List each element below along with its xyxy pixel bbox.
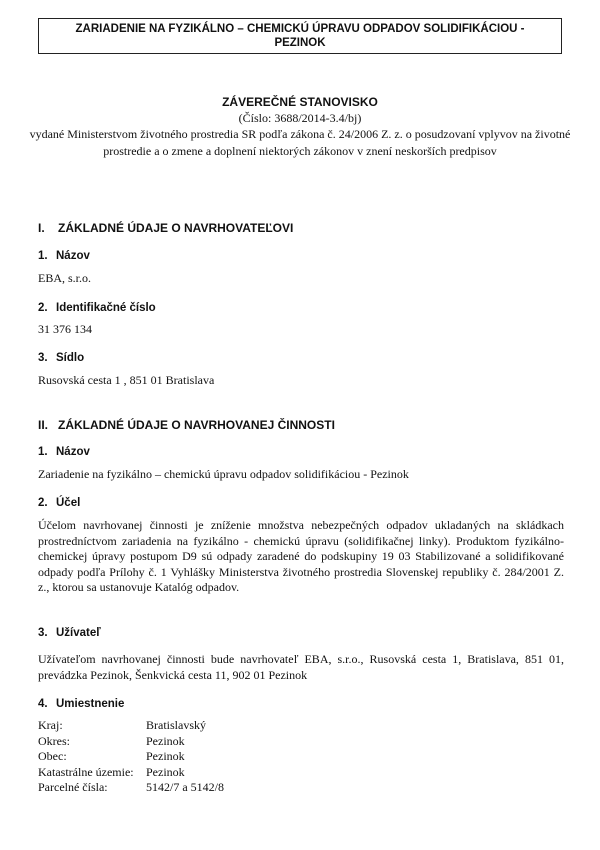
location-row-parcelne-cisla [38, 780, 224, 796]
location-value: Pezinok [146, 733, 185, 748]
document-number: (Číslo: 3688/2014-3.4/bj) [238, 111, 362, 125]
header-line-1: ZARIADENIE NA FYZIKÁLNO – CHEMICKÚ ÚPRAVU ODPADOV SOLIDIFIKÁCIOU - [75, 23, 525, 35]
location-label: Parcelné čísla: [38, 780, 108, 794]
item-number: 4. [38, 698, 48, 710]
item-number: 3. [38, 627, 48, 639]
item-umiestnenie-heading [38, 698, 124, 710]
location-value: Bratislavský [146, 718, 206, 732]
item-activity-nazov-heading [38, 446, 90, 458]
activity-user-value: Užívateľom navrhovanej činnosti bude navrhovateľ EBA, s.r.o., Rusovská cesta 1, Bratislava, 851 01, prevádzka Pezinok, Šenkvická cesta 11, 902 01 Pezinok [38, 652, 564, 682]
item-label: Umiestnenie [56, 698, 125, 710]
section-2-number: II. [38, 418, 49, 432]
item-nazov-heading [38, 250, 90, 262]
location-value: Pezinok [146, 764, 185, 779]
location-row-obec [38, 749, 224, 765]
item-number: 1. [38, 446, 48, 458]
item-number: 2. [38, 497, 48, 509]
item-ucel-heading [38, 497, 80, 509]
item-sidlo-heading [38, 352, 84, 364]
item-label: Názov [56, 446, 90, 458]
location-row-kraj [38, 718, 224, 734]
item-uzivatel-heading [38, 627, 101, 639]
location-label: Okres: [38, 733, 70, 748]
activity-name-value: Zariadenie na fyzikálno – chemickú úpravu odpadov solidifikáciou - Pezinok [38, 467, 409, 481]
applicant-address-value: Rusovská cesta 1 , 851 01 Bratislava [38, 373, 215, 387]
item-identifikacne-cislo-heading [38, 302, 156, 314]
location-value: Pezinok [146, 749, 185, 763]
section-1-title: ZÁKLADNÉ ÚDAJE O NAVRHOVATEĽOVI [58, 221, 294, 235]
document-title: ZÁVEREČNÉ STANOVISKO [222, 95, 378, 109]
document-header-box [38, 18, 562, 54]
item-label: Účel [56, 497, 81, 509]
item-label: Sídlo [56, 352, 85, 364]
applicant-id-value: 31 376 134 [38, 322, 92, 336]
location-row-katastralne-uzemie [38, 765, 224, 781]
location-table [38, 718, 224, 796]
document-subtitle: vydané Ministerstvom životného prostredia SR podľa zákona č. 24/2006 Z. z. o posudzovaní vplyvov na životné prostredie a o zmene a doplnení niektorých zákonov v znení neskorších predpisov [29, 127, 571, 158]
applicant-name-value: EBA, s.r.o. [38, 271, 92, 285]
location-label: Obec: [38, 749, 67, 763]
header-line-2: PEZINOK [274, 37, 326, 49]
item-label: Názov [56, 250, 90, 262]
location-label: Kraj: [38, 718, 63, 732]
document-header-title [76, 22, 525, 50]
location-row-okres [38, 734, 224, 750]
title-block [20, 94, 580, 160]
item-number: 1. [38, 250, 48, 262]
item-number: 2. [38, 302, 48, 314]
location-label: Katastrálne územie: [38, 764, 134, 779]
section-1-number: I. [38, 221, 45, 235]
item-number: 3. [38, 352, 48, 364]
section-1-heading [38, 221, 293, 235]
item-label: Užívateľ [56, 627, 101, 639]
location-value: 5142/7 a 5142/8 [146, 780, 224, 794]
section-2-heading [38, 418, 335, 432]
activity-purpose-value: Účelom navrhovanej činnosti je zníženie množstva nebezpečných odpadov ukladaných na skládkach prostredníctvom zariadenia na fyzikálno - chemickú úpravu (solidifikačnej linky). Produktom fyzikálno-chemickej úpravy postupom D9 sú odpady zaradené do podskupiny 19 03 Stabilizované a solidifikované odpady podľa Prílohy č. 1 Vyhlášky Ministerstva životného prostredia Slovenskej republiky č. 284/2001 Z. z., ktorou sa ustanovuje Katalóg odpadov. [38, 518, 564, 594]
item-label: Identifikačné číslo [56, 302, 156, 314]
section-2-title: ZÁKLADNÉ ÚDAJE O NAVRHOVANEJ ČINNOSTI [58, 418, 335, 432]
